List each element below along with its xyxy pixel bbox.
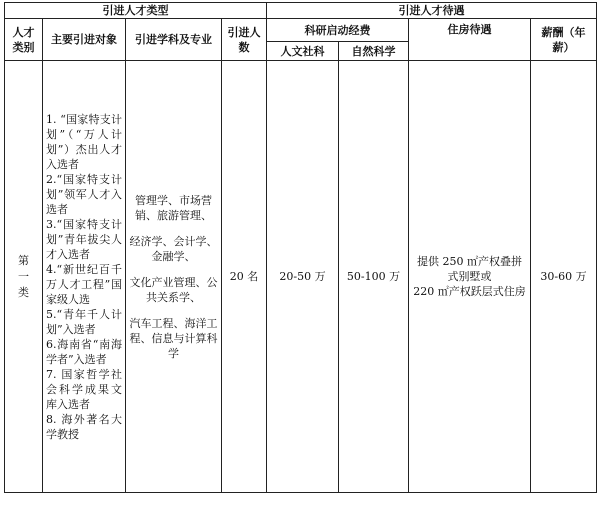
- header-housing: 住房待遇: [409, 19, 531, 61]
- target-item: 6.海南省“南海学者”入选者: [46, 337, 122, 366]
- header-count: 引进人数: [222, 19, 267, 61]
- header-research-funds: 科研启动经费: [267, 19, 409, 42]
- housing-cell: [409, 61, 531, 493]
- category-text: 第一类: [18, 253, 29, 299]
- target-item: 8. 海外著名大学教授: [46, 412, 122, 441]
- housing-text: 提供 250 ㎡产权叠拼式别墅或: [417, 255, 522, 283]
- target-item: 2.“国家特支计划”领军人才入选者: [46, 172, 122, 216]
- target-item: 5.“青年千人计划”入选者: [46, 307, 122, 336]
- header-talent-type: 引进人才类型: [5, 3, 267, 19]
- header-natural-science: 自然科学: [339, 42, 409, 61]
- target-item: 1. “国家特支计划”（“万人计划”）杰出人才入选者: [46, 112, 122, 171]
- subject-group: 汽车工程、海洋工程、信息与计算科学: [129, 316, 218, 360]
- target-item: 3.“国家特支计划”青年拔尖人才入选者: [46, 217, 122, 261]
- housing-text: 220 ㎡产权跃层式住房: [413, 285, 526, 298]
- header-disciplines: 引进学科及专业: [126, 19, 222, 61]
- header-humanities: 人文社科: [267, 42, 339, 61]
- header-salary: 薪酬（年薪）: [531, 19, 597, 61]
- header-treatment: 引进人才待遇: [267, 3, 597, 19]
- header-main-targets: 主要引进对象: [43, 19, 126, 61]
- subjects-cell: [126, 61, 222, 493]
- subject-group: 文化产业管理、公共关系学、: [129, 275, 218, 304]
- targets-cell: [43, 61, 126, 493]
- subject-group: 经济学、会计学、金融学、: [129, 234, 218, 263]
- target-item: 7. 国家哲学社会科学成果文库入选者: [46, 367, 122, 411]
- category-cell: [5, 61, 43, 493]
- header-category: 人才类别: [5, 19, 43, 61]
- salary-cell: 30-60 万: [531, 61, 597, 493]
- talent-table: [4, 2, 597, 493]
- table-row: [5, 61, 597, 493]
- humanities-funds-cell: 20-50 万: [267, 61, 339, 493]
- target-item: 4.“新世纪百千万人才工程”国家级人选: [46, 262, 122, 306]
- count-cell: 20 名: [222, 61, 267, 493]
- natural-funds-cell: 50-100 万: [339, 61, 409, 493]
- subject-group: 管理学、市场营销、旅游管理、: [135, 193, 212, 222]
